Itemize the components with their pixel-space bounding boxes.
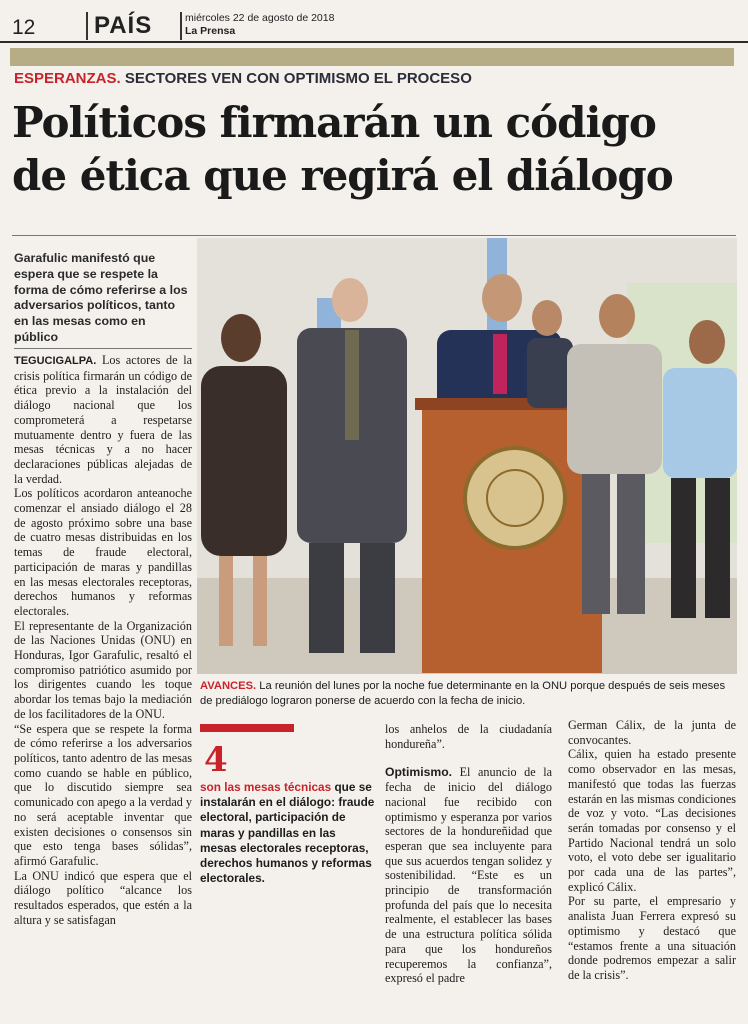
header-rule: [0, 41, 748, 43]
color-band: [10, 48, 734, 66]
paragraph: los anhelos de la ciudadanía hondureña”.: [385, 722, 552, 751]
paragraph: Cálix, quien ha estado presente como observador en las mesas, manifestó que todas las fuerzas estarán en las mismas condiciones de voz y voto. “Las decisiones serán tomadas por consenso y el Partido Nacional tendrá un solo voto, el voto debe ser igualitario por cada una de las partes”, explicó Cálix.: [568, 747, 736, 894]
caption-text: La reunión del lunes por la noche fue determinante en la ONU porque después de seis meses de prediálogo lograron ponerse de acuerdo con la fecha de inicio.: [200, 680, 726, 707]
section-title: PAÍS: [94, 12, 153, 39]
page-number: 12: [12, 16, 36, 39]
kicker-text: SECTORES VEN CON OPTIMISMO EL PROCESO: [124, 70, 472, 87]
article-column-3: [385, 722, 552, 986]
newspaper-name: La Prensa: [185, 25, 236, 37]
paragraph: Por su parte, el empresario y analista Juan Ferrera expresó su optimismo y destacó que “estamos frente a una situación donde podremos empezar a salir de la crisis”.: [568, 894, 736, 982]
paragraph-text: Los actores de la crisis política firmarán un código de ética previo a la instalación del diálogo nacional que los comprometerá a respetarse mutuamente dentro y fuera de las mesas técnicas y a no hacer declaraciones públicas alejadas de la verdad.: [14, 353, 192, 486]
factbox-text: que se instalarán en el diálogo: fraude electoral, participación de maras y pandillas en las mesas electorales receptoras, derechos humanos y reformas electorales.: [200, 780, 375, 886]
header-dateline: [185, 12, 334, 38]
kicker-tag: ESPERANZAS.: [14, 70, 121, 87]
headline-line-2: de ética que regirá el diálogo: [12, 151, 673, 200]
issue-date: miércoles 22 de agosto de 2018: [185, 12, 335, 24]
paragraph: Los políticos acordaron anteanoche comenzar el ansiado diálogo el 28 de agosto próximo sobre una base de cuatro mesas distribuidas en los temas de fraude electoral, participación de maras y pandillas en las mesas electorales receptoras, derechos humanos y reformas electorales.: [14, 486, 192, 618]
factbox-bar: [200, 724, 294, 732]
factbox-number: 4: [204, 740, 228, 780]
paragraph: “Se espera que se respete la forma de cómo referirse a los adversarios políticos, tanto adentro de las mesas como cuando se hable en público, que lo discutido siempre sea comunicado con apego a la verdad y no será aceptable inventar que existen decisiones o consensos sin que esto tenga bases sólidas”, afirmó Garafulic.: [14, 721, 192, 868]
paragraph: La ONU indicó que espera que el diálogo político “alcance los resultados esperados, que estén a la altura y se satisfagan: [14, 868, 192, 927]
article-column-1: [14, 353, 192, 927]
caption-tag: AVANCES.: [200, 680, 257, 692]
deck-rule: [14, 348, 192, 349]
header-divider: [180, 12, 182, 40]
photo-caption: [200, 679, 735, 708]
subheading: Optimismo.: [385, 765, 453, 780]
paragraph: [14, 353, 192, 486]
headline-rule: [12, 235, 736, 236]
deck: Garafulic manifestó que espera que se respete la forma de cómo referirse a los adversarios políticos, tanto en las mesas como en público: [14, 251, 188, 344]
news-photo: [197, 238, 737, 674]
paragraph: El representante de la Organización de las Naciones Unidas (ONU) en Honduras, Igor Garafulic, resaltó el compromiso patriótico asumido por los dirigentes cuando les toque abordar los temas bajo la mediación de los facilitadores de la ONU.: [14, 618, 192, 721]
headline-line-1: Políticos firmarán un código: [12, 98, 656, 147]
paragraph: [385, 765, 552, 986]
article-column-4: [568, 718, 736, 983]
kicker: [14, 70, 472, 87]
paragraph-text: El anuncio de la fecha de inicio del diálogo nacional fue recibido con optimismo y esperanza por varios sectores de la hondureñidad que esperan que sea incluyente para que sus acuerdos tengan solidez y sostenibilidad. “Este es un principio de transformación profunda del país que lo necesita realmente, el establecer las bases de una estructura política sólida para que los hondureños recuperemos la confianza”, expresó el padre: [385, 765, 552, 986]
headline: [12, 96, 732, 202]
factbox-highlight: son las mesas técnicas: [200, 780, 332, 794]
paragraph: German Cálix, de la junta de convocantes.: [568, 718, 736, 747]
factbox: [200, 780, 375, 886]
photo-icon: [197, 238, 737, 674]
dateline: TEGUCIGALPA.: [14, 355, 97, 367]
header-divider: [86, 12, 88, 40]
